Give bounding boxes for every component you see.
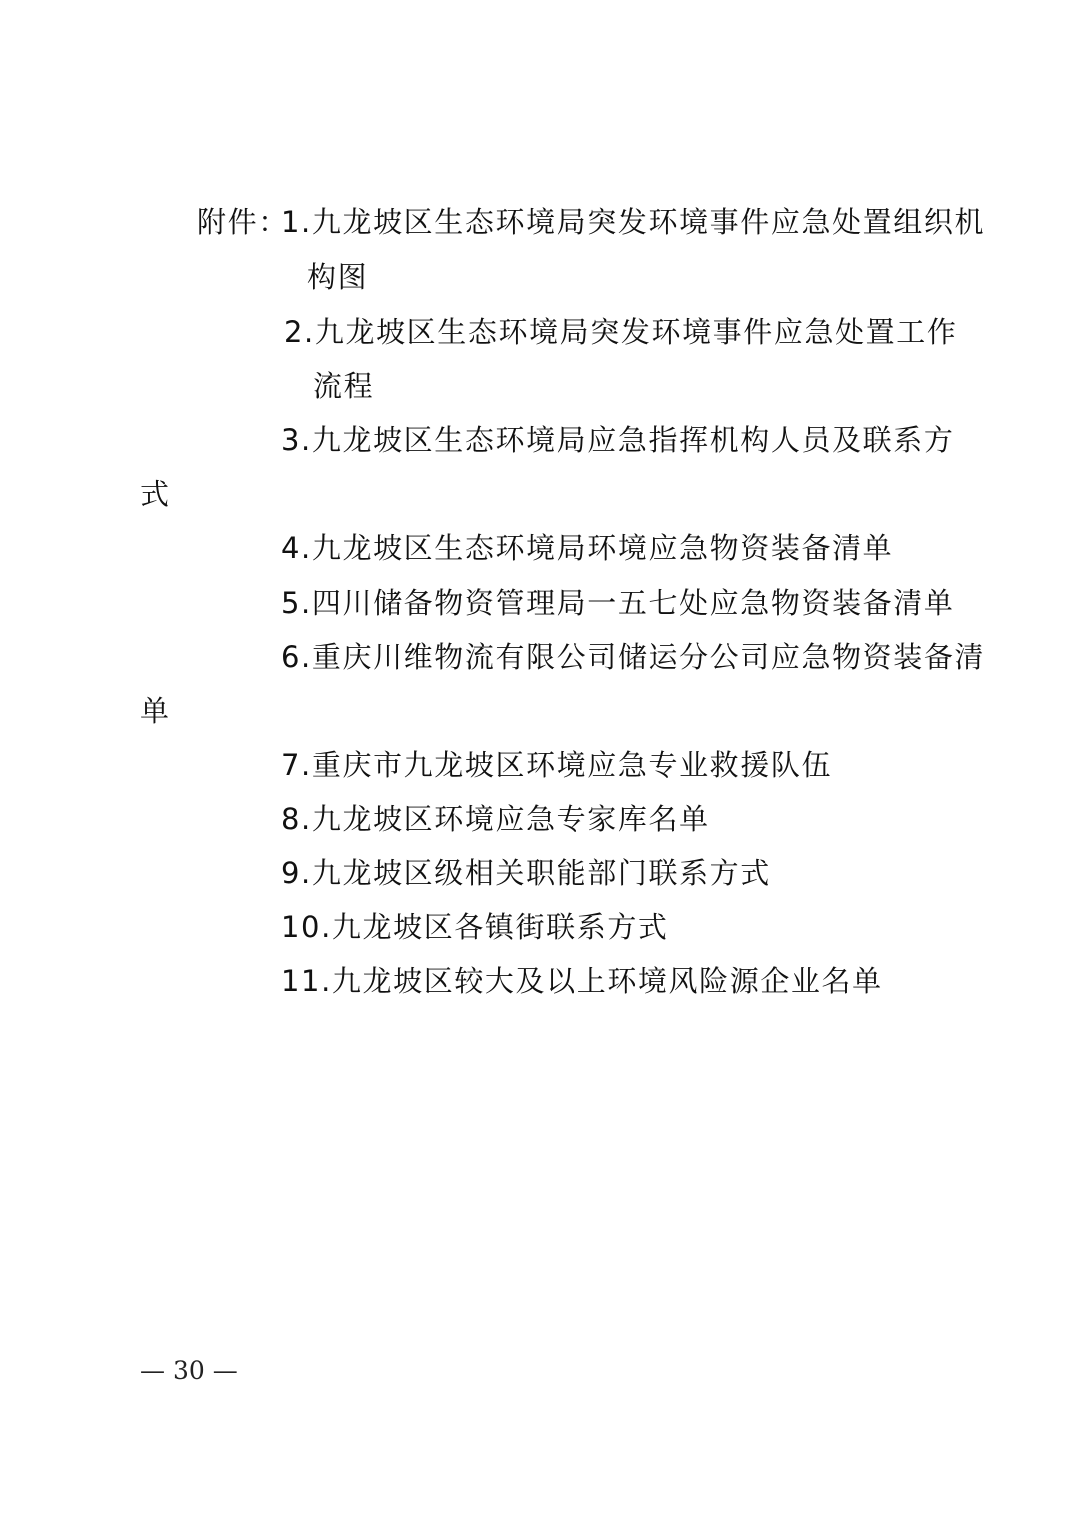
attachment-item-8: 8.九龙坡区环境应急专家库名单 bbox=[281, 802, 710, 836]
attachment-item-3: 3.九龙坡区生态环境局应急指挥机构人员及联系方 bbox=[281, 423, 955, 457]
attachment-item-2-continued: 流程 bbox=[313, 369, 375, 403]
attachment-item-6: 6.重庆川维物流有限公司储运分公司应急物资装备清 bbox=[281, 640, 986, 674]
attachment-item-4: 4.九龙坡区生态环境局环境应急物资装备清单 bbox=[281, 531, 894, 565]
attachment-item-9: 9.九龙坡区级相关职能部门联系方式 bbox=[281, 856, 771, 890]
attachment-item-10: 10.九龙坡区各镇街联系方式 bbox=[281, 910, 669, 944]
attachment-label: 附件： bbox=[197, 205, 289, 239]
attachment-item-1-continued: 构图 bbox=[307, 260, 369, 294]
attachment-item-7: 7.重庆市九龙坡区环境应急专业救援队伍 bbox=[281, 748, 833, 782]
attachment-item-3-continued: 式 bbox=[140, 477, 171, 511]
attachment-item-1: 1.九龙坡区生态环境局突发环境事件应急处置组织机 bbox=[281, 205, 986, 239]
page-number: — 30 — bbox=[140, 1356, 238, 1385]
attachment-item-11: 11.九龙坡区较大及以上环境风险源企业名单 bbox=[281, 964, 883, 998]
attachment-item-2: 2.九龙坡区生态环境局突发环境事件应急处置工作 bbox=[284, 315, 958, 349]
attachment-item-6-continued: 单 bbox=[140, 694, 171, 728]
attachment-item-5: 5.四川储备物资管理局一五七处应急物资装备清单 bbox=[281, 586, 955, 620]
